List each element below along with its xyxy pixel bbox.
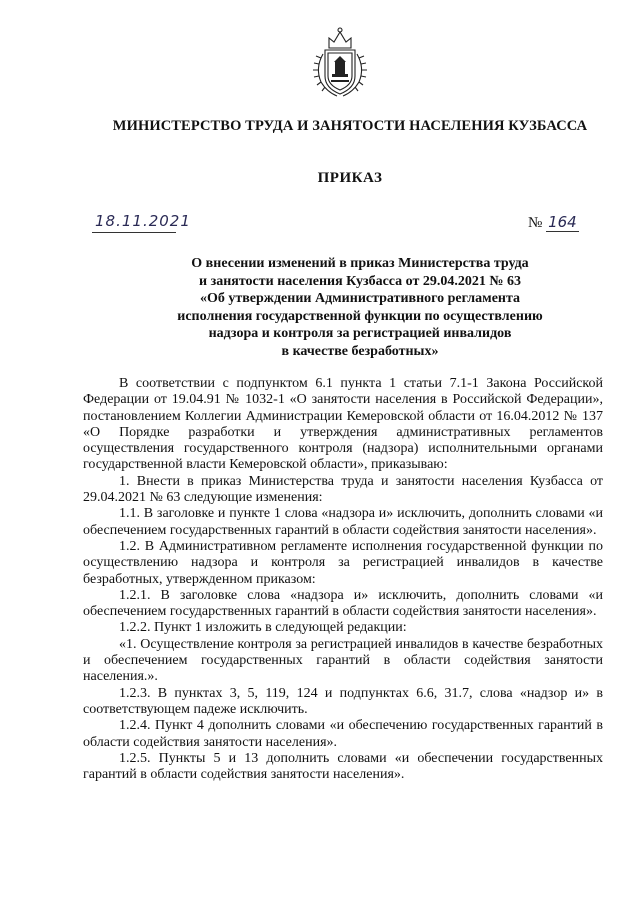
order-body [83, 376, 603, 783]
subject-line: и занятости населения Кузбасса от 29.04.2021 № 63 [199, 273, 521, 289]
subject-line: надзора и контроля за регистрацией инвалидов [208, 326, 512, 342]
body-paragraph: 1.2.2. Пункт 1 изложить в следующей редакции: [119, 620, 407, 636]
number-sign: № [528, 215, 543, 231]
body-paragraph: 1.2. В Административном регламенте исполнения государственной функции по осуществлению надзора и контроля за регистрацией инвалидов в качестве безработных, утвержденном приказом: [83, 538, 603, 587]
body-paragraph: 1.2.1. В заголовке слова «надзора и» исключить, дополнить словами «и обеспечением государственных гарантий в области содействия занятости населения». [83, 587, 603, 620]
body-paragraph: 1.2.4. Пункт 4 дополнить словами «и обеспечению государственных гарантий в области содействия занятости населения». [83, 718, 603, 750]
body-paragraph: В соответствии с подпунктом 6.1 пункта 1 статьи 7.1-1 Закона Российской Федерации от 19.04.91 № 1032-1 «О занятости населения в Российской Федерации», постановлением Коллегии Администрации Кемеровской области от 16.04.2012 № 137 «О Порядке разработки и утверждения административных регламентов осуществления государственного контроля (надзора) исполнительными органами государственной власти Кемеровской области», приказываю: [83, 376, 603, 473]
coat-of-arms-icon [311, 24, 369, 98]
date-underline [92, 232, 176, 233]
document-type: ПРИКАЗ [317, 170, 383, 186]
order-date: 18.11.2021 [95, 212, 191, 230]
body-paragraph: 1. Внести в приказ Министерства труда и занятости населения Кузбасса от 29.04.2021 № 63 следующие изменения: [83, 473, 603, 506]
body-paragraph: «1. Осуществление контроля за регистрацией инвалидов в качестве безработных и обеспечением государственных гарантий в области содействия занятости населения.». [83, 636, 603, 685]
order-number-field [528, 213, 579, 232]
subject-line: в качестве безработных» [281, 343, 439, 359]
subject-line: «Об утверждении Административного регламента [199, 291, 521, 307]
body-paragraph: 1.2.3. В пунктах 3, 5, 119, 124 и подпунктах 6.6, 31.7, слова «надзор и» в соответствующем падеже исключить. [83, 685, 603, 717]
subject-line: исполнения государственной функции по осуществлению [177, 308, 543, 324]
body-paragraph: 1.1. В заголовке и пункте 1 слова «надзора и» исключить, дополнить словами «и обеспечением государственных гарантий в области содействия занятости населения». [83, 506, 603, 538]
order-subject [90, 255, 630, 361]
ministry-name: МИНИСТЕРСТВО ТРУДА И ЗАНЯТОСТИ НАСЕЛЕНИЯ КУЗБАССА [112, 118, 588, 134]
subject-line: О внесении изменений в приказ Министерства труда [191, 256, 529, 271]
order-number: 164 [548, 213, 577, 231]
body-paragraph: 1.2.5. Пункты 5 и 13 дополнить словами «и обеспечении государственных гарантий в области содействия занятости населения». [83, 750, 603, 783]
